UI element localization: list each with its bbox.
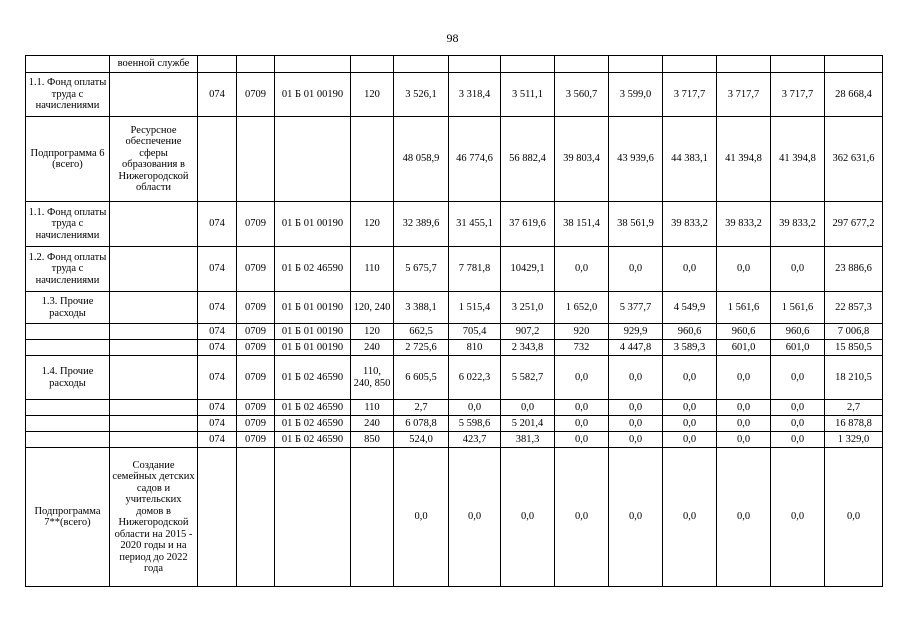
- cell-section: 0709: [237, 202, 275, 247]
- cell-value: 0,0: [609, 247, 663, 292]
- cell-value: 10429,1: [501, 247, 555, 292]
- table-row: [26, 247, 883, 292]
- cell-value: 705,4: [449, 324, 501, 340]
- cell-grbs: 074: [198, 432, 237, 448]
- cell-target-article: 01 Б 01 00190: [275, 73, 351, 117]
- cell-total: 16 878,8: [825, 416, 883, 432]
- cell-expense-type: [351, 448, 394, 587]
- row-name: [26, 432, 110, 448]
- cell-target-article: [275, 448, 351, 587]
- cell-section: 0709: [237, 356, 275, 400]
- cell-expense-type: 110: [351, 247, 394, 292]
- cell-value: 929,9: [609, 324, 663, 340]
- cell-value: 920: [555, 324, 609, 340]
- table-row: [26, 117, 883, 202]
- cell-value: 0,0: [717, 247, 771, 292]
- row-name: [26, 340, 110, 356]
- row-name: 1.1. Фонд оплаты труда с начислениями: [26, 73, 110, 117]
- cell-value: 5 582,7: [501, 356, 555, 400]
- table-row: [26, 202, 883, 247]
- cell-value: 2,7: [394, 400, 449, 416]
- cell-value: 56 882,4: [501, 117, 555, 202]
- cell-value: 38 151,4: [555, 202, 609, 247]
- cell-value: 3 388,1: [394, 292, 449, 324]
- cell-total: 362 631,6: [825, 117, 883, 202]
- cell-value: 2 343,8: [501, 340, 555, 356]
- cell-value: 39 833,2: [663, 202, 717, 247]
- cell-value: 381,3: [501, 432, 555, 448]
- cell-target-article: 01 Б 02 46590: [275, 247, 351, 292]
- cell-value: 48 058,9: [394, 117, 449, 202]
- cell-value: 0,0: [771, 356, 825, 400]
- cell-section: [237, 448, 275, 587]
- cell-value: [609, 56, 663, 73]
- cell-value: 3 511,1: [501, 73, 555, 117]
- cell-value: 0,0: [555, 356, 609, 400]
- cell-value: 0,0: [771, 416, 825, 432]
- cell-value: 0,0: [663, 356, 717, 400]
- cell-value: 3 251,0: [501, 292, 555, 324]
- cell-value: 0,0: [663, 448, 717, 587]
- cell-total: 22 857,3: [825, 292, 883, 324]
- cell-value: 6 605,5: [394, 356, 449, 400]
- cell-value: [717, 56, 771, 73]
- cell-section: 0709: [237, 247, 275, 292]
- cell-value: 7 781,8: [449, 247, 501, 292]
- cell-value: 3 599,0: [609, 73, 663, 117]
- cell-total: 15 850,5: [825, 340, 883, 356]
- cell-value: 0,0: [717, 400, 771, 416]
- cell-section: 0709: [237, 432, 275, 448]
- cell-section: 0709: [237, 400, 275, 416]
- cell-value: 6 022,3: [449, 356, 501, 400]
- cell-value: 960,6: [663, 324, 717, 340]
- row-name: [26, 56, 110, 73]
- cell-section: 0709: [237, 324, 275, 340]
- row-description: [110, 292, 198, 324]
- cell-value: 0,0: [449, 400, 501, 416]
- row-description: Ресурсное обеспечение сферы образования в Нижегородской области: [110, 117, 198, 202]
- cell-target-article: 01 Б 01 00190: [275, 340, 351, 356]
- cell-value: 0,0: [501, 400, 555, 416]
- cell-expense-type: [351, 117, 394, 202]
- cell-section: [237, 56, 275, 73]
- cell-expense-type: 240: [351, 340, 394, 356]
- table-row: [26, 292, 883, 324]
- cell-total: 28 668,4: [825, 73, 883, 117]
- cell-target-article: 01 Б 01 00190: [275, 202, 351, 247]
- cell-target-article: [275, 56, 351, 73]
- cell-value: 662,5: [394, 324, 449, 340]
- cell-value: 0,0: [771, 432, 825, 448]
- cell-grbs: 074: [198, 73, 237, 117]
- cell-target-article: 01 Б 01 00190: [275, 292, 351, 324]
- cell-expense-type: 110: [351, 400, 394, 416]
- cell-value: 0,0: [449, 448, 501, 587]
- cell-expense-type: [351, 56, 394, 73]
- cell-value: 39 833,2: [717, 202, 771, 247]
- cell-grbs: 074: [198, 292, 237, 324]
- row-name: 1.1. Фонд оплаты труда с начислениями: [26, 202, 110, 247]
- cell-grbs: [198, 56, 237, 73]
- cell-value: 31 455,1: [449, 202, 501, 247]
- table-row: [26, 356, 883, 400]
- cell-value: 0,0: [555, 432, 609, 448]
- cell-value: 41 394,8: [717, 117, 771, 202]
- cell-grbs: 074: [198, 202, 237, 247]
- row-description: военной службе: [110, 56, 198, 73]
- cell-value: [394, 56, 449, 73]
- cell-value: 1 561,6: [771, 292, 825, 324]
- cell-total: 18 210,5: [825, 356, 883, 400]
- cell-value: 46 774,6: [449, 117, 501, 202]
- cell-value: 0,0: [609, 416, 663, 432]
- cell-value: 0,0: [555, 247, 609, 292]
- cell-expense-type: 110, 240, 850: [351, 356, 394, 400]
- cell-value: 810: [449, 340, 501, 356]
- cell-target-article: [275, 117, 351, 202]
- cell-value: 3 717,7: [771, 73, 825, 117]
- table-row: [26, 324, 883, 340]
- cell-value: 0,0: [663, 400, 717, 416]
- row-name: [26, 324, 110, 340]
- cell-value: 3 717,7: [717, 73, 771, 117]
- cell-value: 44 383,1: [663, 117, 717, 202]
- cell-grbs: 074: [198, 416, 237, 432]
- cell-value: 1 515,4: [449, 292, 501, 324]
- row-name: Подпрограмма 7**(всего): [26, 448, 110, 587]
- cell-target-article: 01 Б 02 46590: [275, 416, 351, 432]
- table-row: [26, 73, 883, 117]
- cell-target-article: 01 Б 01 00190: [275, 324, 351, 340]
- table-row: [26, 56, 883, 73]
- cell-grbs: 074: [198, 324, 237, 340]
- cell-value: 0,0: [555, 400, 609, 416]
- cell-total: 23 886,6: [825, 247, 883, 292]
- cell-value: 37 619,6: [501, 202, 555, 247]
- cell-value: 1 652,0: [555, 292, 609, 324]
- table-row: [26, 400, 883, 416]
- cell-value: 5 598,6: [449, 416, 501, 432]
- cell-value: [555, 56, 609, 73]
- cell-grbs: 074: [198, 400, 237, 416]
- cell-value: 0,0: [771, 448, 825, 587]
- cell-expense-type: 120: [351, 202, 394, 247]
- cell-value: 5 201,4: [501, 416, 555, 432]
- cell-expense-type: 850: [351, 432, 394, 448]
- budget-table: [25, 55, 883, 587]
- cell-total: [825, 56, 883, 73]
- cell-value: 39 803,4: [555, 117, 609, 202]
- cell-value: 3 318,4: [449, 73, 501, 117]
- cell-value: 0,0: [555, 448, 609, 587]
- cell-value: 39 833,2: [771, 202, 825, 247]
- cell-section: 0709: [237, 292, 275, 324]
- table-row: [26, 416, 883, 432]
- cell-expense-type: 120, 240: [351, 292, 394, 324]
- cell-value: 5 377,7: [609, 292, 663, 324]
- cell-value: 0,0: [663, 247, 717, 292]
- cell-value: [449, 56, 501, 73]
- cell-value: 41 394,8: [771, 117, 825, 202]
- cell-value: 0,0: [717, 448, 771, 587]
- row-name: [26, 400, 110, 416]
- row-name: 1.2. Фонд оплаты труда с начислениями: [26, 247, 110, 292]
- table-row: [26, 340, 883, 356]
- row-name: Подпрограмма 6 (всего): [26, 117, 110, 202]
- cell-value: [771, 56, 825, 73]
- cell-value: 2 725,6: [394, 340, 449, 356]
- cell-section: 0709: [237, 73, 275, 117]
- cell-value: 732: [555, 340, 609, 356]
- cell-section: 0709: [237, 340, 275, 356]
- row-description: [110, 202, 198, 247]
- cell-value: 3 589,3: [663, 340, 717, 356]
- cell-section: [237, 117, 275, 202]
- cell-total: 0,0: [825, 448, 883, 587]
- cell-value: 0,0: [663, 432, 717, 448]
- row-name: 1.3. Прочие расходы: [26, 292, 110, 324]
- cell-value: 0,0: [501, 448, 555, 587]
- cell-value: 3 560,7: [555, 73, 609, 117]
- cell-value: 907,2: [501, 324, 555, 340]
- row-description: [110, 73, 198, 117]
- cell-value: 0,0: [609, 432, 663, 448]
- cell-value: 3 717,7: [663, 73, 717, 117]
- cell-value: 423,7: [449, 432, 501, 448]
- cell-value: 38 561,9: [609, 202, 663, 247]
- cell-value: 0,0: [394, 448, 449, 587]
- cell-value: 0,0: [771, 400, 825, 416]
- cell-value: [501, 56, 555, 73]
- cell-value: 0,0: [609, 448, 663, 587]
- cell-value: 0,0: [717, 416, 771, 432]
- cell-value: 43 939,6: [609, 117, 663, 202]
- cell-section: 0709: [237, 416, 275, 432]
- cell-value: 960,6: [771, 324, 825, 340]
- cell-target-article: 01 Б 02 46590: [275, 432, 351, 448]
- table-row: [26, 448, 883, 587]
- cell-value: [663, 56, 717, 73]
- cell-grbs: [198, 448, 237, 587]
- cell-total: 2,7: [825, 400, 883, 416]
- cell-target-article: 01 Б 02 46590: [275, 400, 351, 416]
- cell-grbs: [198, 117, 237, 202]
- cell-total: 7 006,8: [825, 324, 883, 340]
- cell-value: 0,0: [771, 247, 825, 292]
- cell-value: 960,6: [717, 324, 771, 340]
- row-name: [26, 416, 110, 432]
- row-description: [110, 247, 198, 292]
- cell-total: 1 329,0: [825, 432, 883, 448]
- row-description: [110, 400, 198, 416]
- row-description: Создание семейных детских садов и учительских домов в Нижегородской области на 2015 - 2020 годы и на период до 2022 года: [110, 448, 198, 587]
- cell-value: 0,0: [717, 356, 771, 400]
- cell-value: 6 078,8: [394, 416, 449, 432]
- cell-expense-type: 240: [351, 416, 394, 432]
- page-number: 98: [446, 31, 459, 45]
- cell-grbs: 074: [198, 340, 237, 356]
- cell-value: 0,0: [555, 416, 609, 432]
- cell-value: 4 549,9: [663, 292, 717, 324]
- cell-value: 32 389,6: [394, 202, 449, 247]
- cell-expense-type: 120: [351, 73, 394, 117]
- cell-total: 297 677,2: [825, 202, 883, 247]
- row-description: [110, 356, 198, 400]
- cell-value: 0,0: [663, 416, 717, 432]
- cell-value: 601,0: [717, 340, 771, 356]
- cell-target-article: 01 Б 02 46590: [275, 356, 351, 400]
- row-description: [110, 432, 198, 448]
- cell-value: 0,0: [609, 400, 663, 416]
- cell-value: 0,0: [609, 356, 663, 400]
- cell-value: 601,0: [771, 340, 825, 356]
- row-name: 1.4. Прочие расходы: [26, 356, 110, 400]
- table-row: [26, 432, 883, 448]
- cell-value: 1 561,6: [717, 292, 771, 324]
- cell-grbs: 074: [198, 247, 237, 292]
- cell-value: 5 675,7: [394, 247, 449, 292]
- cell-value: 3 526,1: [394, 73, 449, 117]
- cell-value: 0,0: [717, 432, 771, 448]
- row-description: [110, 416, 198, 432]
- cell-value: 524,0: [394, 432, 449, 448]
- row-description: [110, 340, 198, 356]
- row-description: [110, 324, 198, 340]
- cell-expense-type: 120: [351, 324, 394, 340]
- cell-grbs: 074: [198, 356, 237, 400]
- cell-value: 4 447,8: [609, 340, 663, 356]
